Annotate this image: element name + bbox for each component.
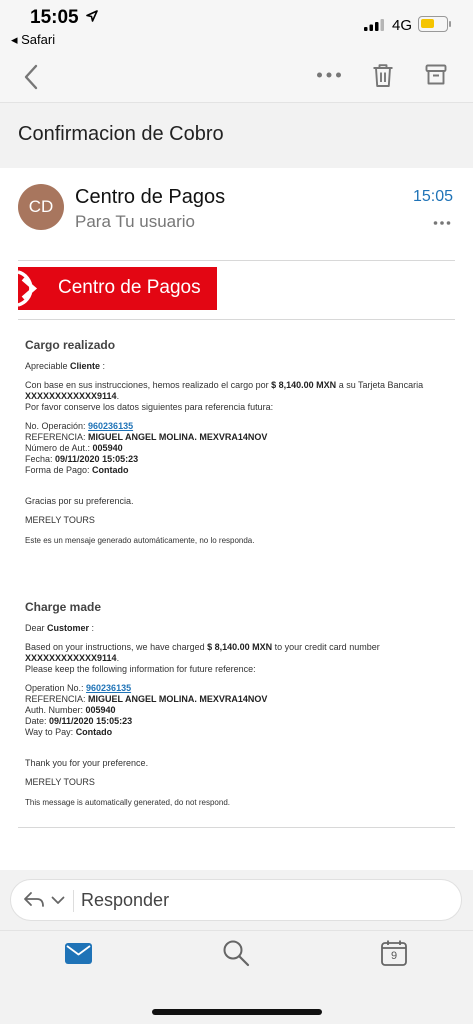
email-subject: Confirmacion de Cobro bbox=[18, 123, 224, 145]
subject-bar bbox=[0, 102, 473, 168]
home-indicator bbox=[152, 1009, 322, 1015]
status-time: 15:05 bbox=[30, 7, 79, 28]
reference-note: Please keep the following information for future reference: bbox=[25, 664, 256, 674]
more-horizontal-icon[interactable] bbox=[433, 220, 451, 226]
tabbar-divider bbox=[0, 930, 473, 931]
auto-message-note: Este es un mensaje generado automáticamente, no lo responda. bbox=[25, 536, 255, 545]
battery-level bbox=[421, 19, 434, 28]
archive-icon[interactable] bbox=[425, 64, 447, 86]
network-type: 4G bbox=[392, 17, 413, 34]
reply-bar[interactable] bbox=[10, 879, 462, 921]
search-icon[interactable] bbox=[222, 939, 250, 967]
toolbar bbox=[0, 50, 473, 102]
charge-paragraph: Con base en sus instrucciones, hemos realizado el cargo por $ 8,140.00 MXN a su Tarjeta Bancaria XXXXXXXXXXXX9114. bbox=[25, 380, 424, 401]
auto-message-note: This message is automatically generated, do not respond. bbox=[25, 798, 231, 807]
centro-de-pagos-logo bbox=[18, 267, 217, 310]
logo-arrow-icon bbox=[18, 267, 54, 310]
spanish-section bbox=[25, 340, 445, 546]
date-line: Fecha: 09/11/2020 15:05:23 bbox=[25, 454, 139, 464]
battery-icon bbox=[418, 16, 448, 32]
reference-line: REFERENCIA: MIGUEL ANGEL MOLINA. MEXVRA14NOV bbox=[25, 432, 268, 442]
trash-icon[interactable] bbox=[372, 63, 394, 88]
status-bar bbox=[0, 0, 473, 50]
greeting: Dear Customer : bbox=[25, 623, 95, 633]
cellular-signal-icon bbox=[364, 19, 386, 31]
avatar: CD bbox=[18, 184, 64, 230]
divider bbox=[18, 260, 455, 261]
reply-label[interactable]: Responder bbox=[81, 890, 170, 910]
operation-link[interactable]: 960236135 bbox=[86, 683, 132, 693]
calendar-icon[interactable] bbox=[381, 940, 407, 966]
company-name: MERELY TOURS bbox=[25, 777, 95, 787]
auth-number: Número de Aut.: 005940 bbox=[25, 443, 123, 453]
greeting: Apreciable Cliente : bbox=[25, 361, 106, 371]
english-section bbox=[25, 602, 445, 808]
charge-paragraph: Based on your instructions, we have charged $ 8,140.00 MXN to your credit card number XXXXXXXXXXXX9114. bbox=[25, 642, 380, 663]
divider bbox=[18, 827, 455, 828]
auth-number: Auth. Number: 005940 bbox=[25, 705, 116, 715]
more-horizontal-icon[interactable] bbox=[316, 71, 342, 79]
received-time: 15:05 bbox=[412, 188, 453, 205]
thanks-line: Gracias por su preferencia. bbox=[25, 496, 134, 506]
reference-line: REFERENCIA: MIGUEL ANGEL MOLINA. MEXVRA14NOV bbox=[25, 694, 268, 704]
logo-text: Centro de Pagos bbox=[58, 277, 201, 298]
mail-icon[interactable] bbox=[65, 943, 92, 964]
battery-cap bbox=[449, 21, 451, 27]
sender-name: Centro de Pagos bbox=[75, 186, 226, 208]
reference-note: Por favor conserve los datos siguientes para referencia futura: bbox=[25, 402, 274, 412]
date-line: Date: 09/11/2020 15:05:23 bbox=[25, 716, 133, 726]
thanks-line: Thank you for your preference. bbox=[25, 758, 149, 768]
calendar-day: 9 bbox=[390, 950, 398, 962]
payment-method: Forma de Pago: Contado bbox=[25, 465, 129, 475]
reply-separator bbox=[73, 890, 74, 912]
chevron-left-icon[interactable] bbox=[22, 64, 40, 90]
location-arrow-icon bbox=[86, 10, 98, 22]
company-name: MERELY TOURS bbox=[25, 515, 95, 525]
operation-number: No. Operación: 960236135 bbox=[25, 421, 134, 431]
section-title: Charge made bbox=[25, 600, 102, 614]
operation-number: Operation No.: 960236135 bbox=[25, 683, 132, 693]
sender-header[interactable] bbox=[0, 168, 473, 260]
payment-method: Way to Pay: Contado bbox=[25, 727, 113, 737]
divider bbox=[18, 319, 455, 320]
operation-link[interactable]: 960236135 bbox=[88, 421, 134, 431]
recipient-line: Para Tu usuario bbox=[75, 212, 196, 231]
reply-icon[interactable] bbox=[23, 891, 45, 909]
back-to-safari[interactable]: ◂ Safari bbox=[11, 32, 56, 47]
chevron-down-icon[interactable] bbox=[51, 896, 65, 905]
section-title: Cargo realizado bbox=[25, 338, 116, 352]
